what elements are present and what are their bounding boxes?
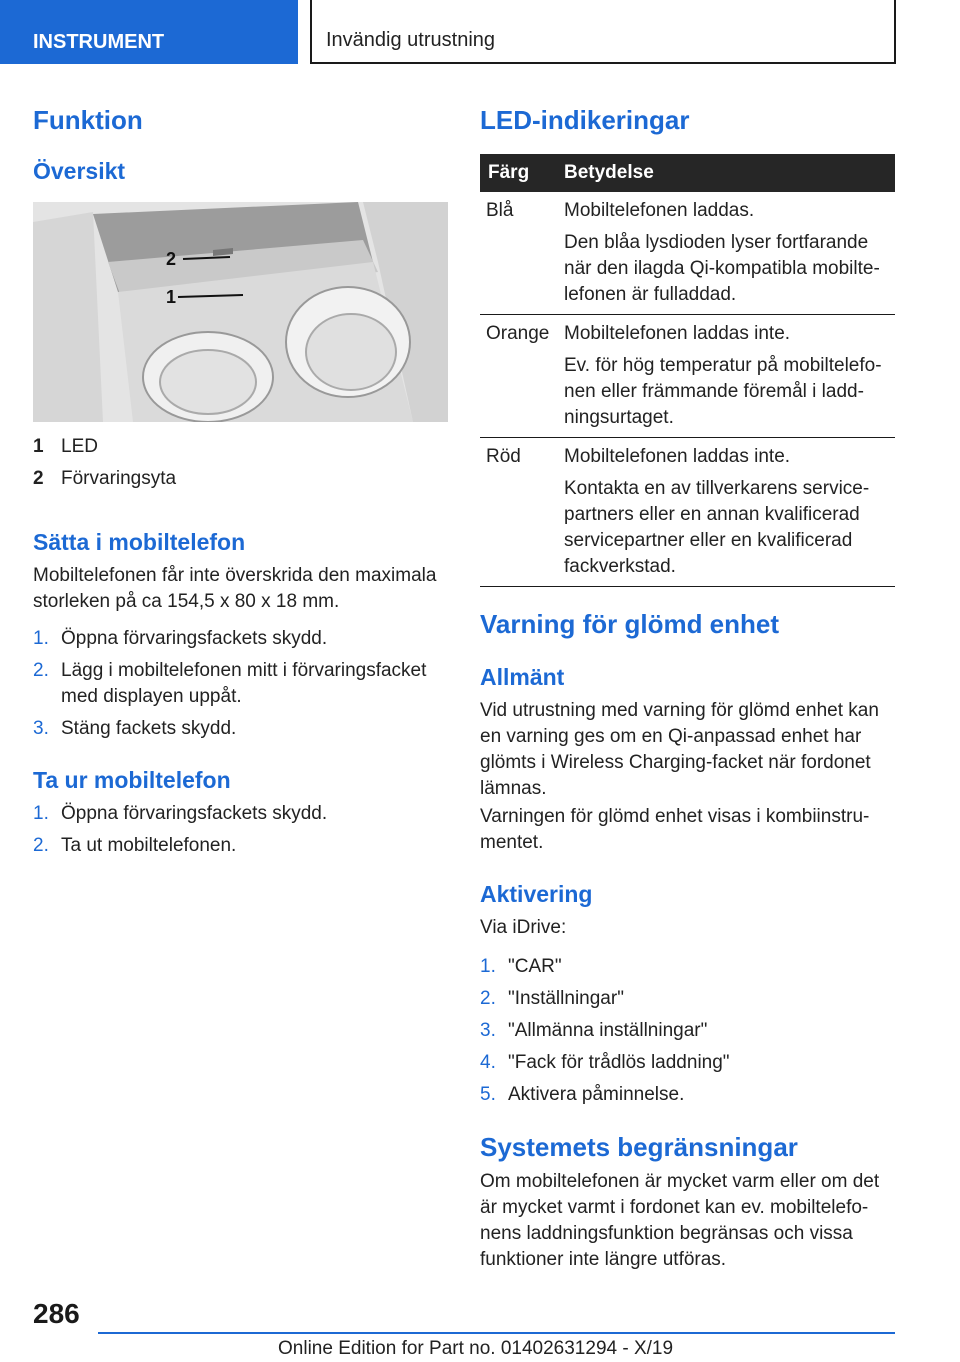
step-text: Ta ut mobiltelefonen. (61, 835, 237, 856)
callout-2: 2 (166, 249, 177, 269)
chapter-label: Invändig utrustning (326, 29, 496, 51)
header-betydelse: Betydelse (556, 154, 895, 192)
section-title-varning: Varning för glömd enhet (480, 609, 780, 639)
subsection-title-ta-ur: Ta ur mobiltelefon (33, 767, 231, 793)
step-number: 1. (33, 803, 49, 824)
meaning-cell (556, 438, 895, 587)
subsection-title-allmant: Allmänt (480, 664, 565, 690)
meaning-detail: partners eller en annan kvalificerad (564, 504, 860, 525)
chapter-tab (310, 0, 896, 64)
text-line: en varning ges om en Qi-anpassad enhet har (480, 726, 862, 747)
text-line: storleken på ca 154,5 x 80 x 18 mm. (33, 591, 340, 612)
step-text: Aktivera påminnelse. (508, 1084, 685, 1105)
step-text: Öppna förvaringsfackets skydd. (61, 803, 328, 824)
text-line: Vid utrustning med varning för glömd enhet kan (480, 700, 879, 721)
charging-tray-illustration (33, 202, 448, 422)
text-line: mentet. (480, 832, 544, 853)
step-text: Öppna förvaringsfackets skydd. (61, 628, 328, 649)
step-number: 3. (33, 718, 49, 739)
subsection-title-aktivering: Aktivering (480, 881, 593, 907)
text-line: Mobiltelefonen får inte överskrida den maximala (33, 565, 437, 586)
legend-number: 2 (33, 468, 44, 489)
subsection-title-satta-i: Sätta i mobiltelefon (33, 529, 246, 555)
text-line: Om mobiltelefonen är mycket varm eller om det (480, 1171, 880, 1192)
table-row (480, 315, 895, 438)
table-header-row (480, 154, 895, 192)
meaning-cell (556, 192, 895, 315)
meaning-main: Mobiltelefonen laddas. (564, 200, 755, 221)
meaning-detail: servicepartner eller en kvalificerad (564, 530, 853, 551)
page-number: 286 (33, 1298, 80, 1329)
meaning-detail: nen eller främmande föremål i ladd- (564, 381, 864, 402)
meaning-detail: fackverkstad. (564, 556, 676, 577)
general-paragraph-2 (480, 804, 869, 856)
step-text: med displayen uppåt. (61, 686, 242, 707)
text-line: nens laddningsfunktion begränsas och vissa (480, 1223, 853, 1244)
section-title-led: LED-indikeringar (480, 105, 690, 135)
text-line: är mycket varmt i fordonet kan ev. mobiltelefo- (480, 1197, 869, 1218)
meaning-detail: lefonen är fulladdad. (564, 284, 737, 305)
meaning-detail: Den blåa lysdioden lyser fortfarande (564, 232, 869, 253)
section-label: INSTRUMENT (33, 31, 165, 53)
section-title-begransningar: Systemets begränsningar (480, 1132, 798, 1162)
meaning-cell (556, 315, 895, 438)
general-paragraph (480, 698, 879, 802)
legend-text: LED (61, 436, 98, 457)
step-text: Lägg i mobiltelefonen mitt i förvaringsfacket (61, 660, 427, 681)
text-line: lämnas. (480, 778, 547, 799)
led-table (480, 154, 895, 587)
color-cell: Blå (480, 192, 556, 315)
step-number: 2. (33, 660, 49, 681)
step-number: 2. (480, 988, 496, 1009)
legend-number: 1 (33, 436, 44, 457)
section-title-funktion: Funktion (33, 105, 143, 135)
section-tab (0, 0, 298, 64)
text-line: glömts i Wireless Charging-facket när fordonet (480, 752, 871, 773)
table-row (480, 438, 895, 587)
meaning-detail: ningsurtaget. (564, 407, 674, 428)
step-text: "Inställningar" (508, 988, 624, 1009)
meaning-detail: Ev. för hög temperatur på mobiltelefo- (564, 355, 882, 376)
callout-1: 1 (166, 287, 177, 307)
step-number: 1. (480, 956, 496, 977)
color-cell: Orange (480, 315, 556, 438)
header-farg: Färg (480, 154, 556, 192)
step-text: "Fack för trådlös laddning" (508, 1052, 730, 1073)
meaning-detail: Kontakta en av tillverkarens service- (564, 478, 870, 499)
color-cell: Röd (480, 438, 556, 587)
text-line: Varningen för glömd enhet visas i kombiinstru- (480, 806, 870, 827)
edition-note: Online Edition for Part no. 01402631294 - X/19 (278, 1338, 674, 1359)
step-text: Stäng fackets skydd. (61, 718, 237, 739)
meaning-main: Mobiltelefonen laddas inte. (564, 323, 791, 344)
page-header (0, 0, 960, 66)
text-line: funktioner inte längre utföras. (480, 1249, 727, 1270)
subsection-title-oversikt: Översikt (33, 158, 126, 184)
step-text: "Allmänna inställningar" (508, 1020, 708, 1041)
limits-paragraph (480, 1169, 879, 1273)
step-number: 5. (480, 1084, 496, 1105)
charging-tray-drawing (33, 202, 448, 422)
step-number: 3. (480, 1020, 496, 1041)
step-number: 4. (480, 1052, 496, 1073)
step-number: 2. (33, 835, 49, 856)
meaning-main: Mobiltelefonen laddas inte. (564, 446, 791, 467)
activation-intro: Via iDrive: (480, 917, 567, 938)
step-number: 1. (33, 628, 49, 649)
step-text: "CAR" (508, 956, 562, 977)
insert-paragraph (33, 563, 436, 615)
footer-rule (98, 1332, 895, 1334)
legend-text: Förvaringsyta (61, 468, 177, 489)
table-row (480, 192, 895, 315)
meaning-detail: när den ilagda Qi-kompatibla mobilte- (564, 258, 880, 279)
